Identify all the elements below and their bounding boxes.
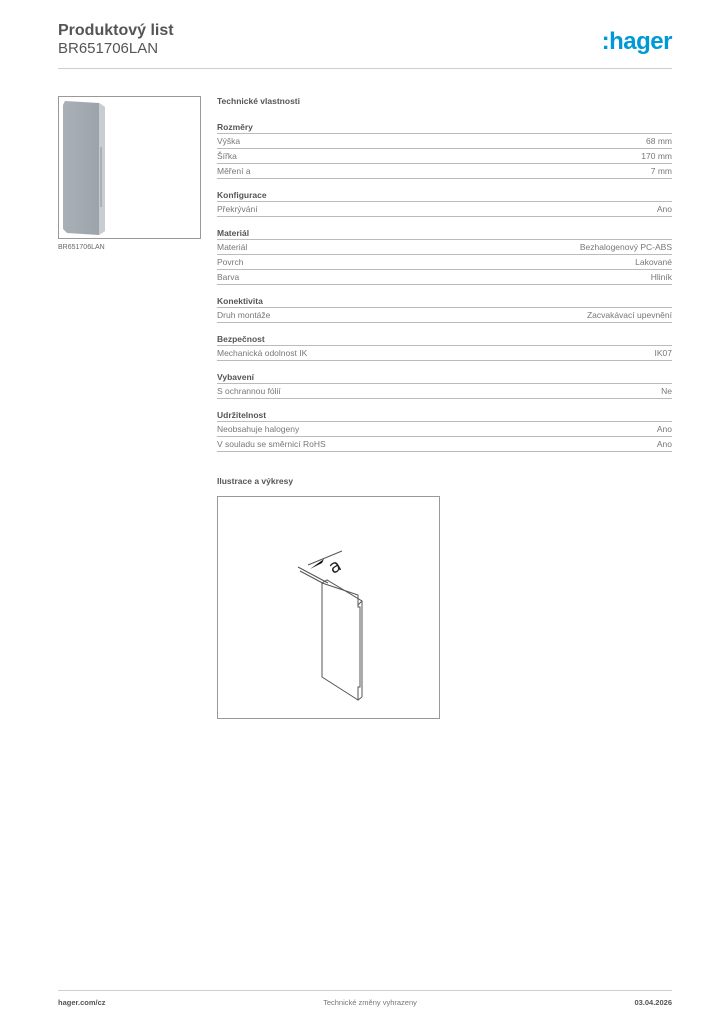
group-title: Konfigurace bbox=[217, 188, 672, 202]
spec-group-equipment bbox=[217, 370, 672, 399]
document-header bbox=[58, 22, 174, 58]
spec-label: Šířka bbox=[217, 151, 237, 161]
spec-label: Výška bbox=[217, 136, 241, 146]
spec-value: Hliník bbox=[650, 272, 672, 282]
group-title: Rozměry bbox=[217, 120, 672, 134]
spec-value: Zacvakávací upevnění bbox=[586, 310, 672, 320]
product-photo-icon bbox=[59, 97, 200, 238]
spec-value: 7 mm bbox=[650, 166, 672, 176]
spec-row bbox=[217, 270, 672, 285]
footer-note: Technické změny vyhrazeny bbox=[323, 998, 417, 1007]
spec-value: Ano bbox=[656, 424, 672, 434]
spec-value: Ano bbox=[656, 439, 672, 449]
group-title: Vybavení bbox=[217, 370, 672, 384]
specs-title: Technické vlastnosti bbox=[217, 96, 300, 106]
spec-row bbox=[217, 164, 672, 179]
header-divider bbox=[58, 68, 672, 69]
spec-label: Neobsahuje halogeny bbox=[217, 424, 300, 434]
spec-value: 68 mm bbox=[646, 136, 672, 146]
spec-row bbox=[217, 346, 672, 361]
spec-label: Překrývání bbox=[217, 204, 258, 214]
spec-value: Lakované bbox=[635, 257, 672, 267]
spec-label: Druh montáže bbox=[217, 310, 271, 320]
group-title: Konektivita bbox=[217, 294, 672, 308]
spec-label: Povrch bbox=[217, 257, 244, 267]
footer-divider bbox=[58, 990, 672, 991]
technical-drawing bbox=[217, 496, 440, 719]
document-footer bbox=[58, 998, 672, 1007]
spec-label: Materiál bbox=[217, 242, 248, 252]
spec-row bbox=[217, 255, 672, 270]
spec-value: Ne bbox=[661, 386, 672, 396]
illustrations-title: Ilustrace a výkresy bbox=[217, 476, 294, 486]
spec-group-sustainability bbox=[217, 408, 672, 452]
spec-row bbox=[217, 384, 672, 399]
spec-row bbox=[217, 422, 672, 437]
spec-row bbox=[217, 437, 672, 452]
hager-logo: :hager bbox=[601, 28, 672, 55]
group-title: Udržitelnost bbox=[217, 408, 672, 422]
spec-row bbox=[217, 134, 672, 149]
spec-value: Ano bbox=[656, 204, 672, 214]
spec-label: Barva bbox=[217, 272, 240, 282]
dimension-label: a bbox=[325, 554, 346, 579]
spec-row bbox=[217, 240, 672, 255]
spec-group-safety bbox=[217, 332, 672, 361]
spec-label: Měření a bbox=[217, 166, 251, 176]
footer-date: 03.04.2026 bbox=[634, 998, 672, 1007]
spec-label: Mechanická odolnost IK bbox=[217, 348, 308, 358]
footer-website-link[interactable]: hager.com/cz bbox=[58, 998, 106, 1007]
spec-row bbox=[217, 308, 672, 323]
drawing-icon bbox=[218, 497, 439, 718]
spec-group-configuration bbox=[217, 188, 672, 217]
spec-value: IK07 bbox=[654, 348, 672, 358]
page-title: Produktový list bbox=[58, 22, 174, 39]
product-code: BR651706LAN bbox=[58, 40, 159, 57]
spec-label: S ochrannou fólií bbox=[217, 386, 281, 396]
spec-group-connectivity bbox=[217, 294, 672, 323]
product-image bbox=[58, 96, 201, 239]
technical-specs bbox=[217, 96, 672, 452]
spec-row bbox=[217, 202, 672, 217]
group-title: Materiál bbox=[217, 226, 672, 240]
product-image-caption: BR651706LAN bbox=[58, 244, 105, 251]
group-title: Bezpečnost bbox=[217, 332, 672, 346]
spec-row bbox=[217, 149, 672, 164]
spec-value: 170 mm bbox=[641, 151, 672, 161]
spec-group-material bbox=[217, 226, 672, 285]
spec-group-dimensions bbox=[217, 120, 672, 179]
spec-label: V souladu se směrnicí RoHS bbox=[217, 439, 326, 449]
spec-value: Bezhalogenový PC-ABS bbox=[579, 242, 672, 252]
